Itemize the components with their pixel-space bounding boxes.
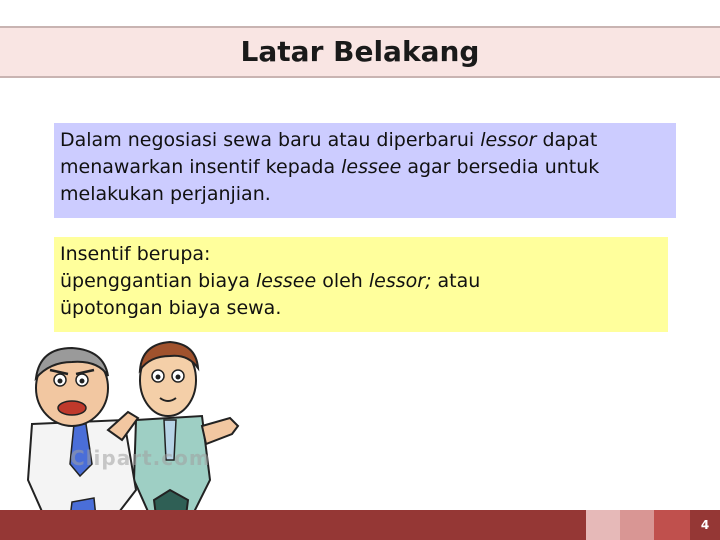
slide-title: Latar Belakang (240, 35, 480, 68)
bullet-item (60, 295, 662, 322)
clipart-watermark: Clipart.com (70, 446, 211, 470)
text-span: oleh (316, 270, 369, 292)
footer-square-mid (620, 510, 654, 540)
negotiation-clipart (24, 340, 264, 518)
text-span: menawarkan insentif kepada (60, 156, 342, 178)
footer-square-accent (654, 510, 690, 540)
italic-term: lessor; (368, 270, 432, 292)
text-span: atau (431, 270, 481, 292)
text-span: Dalam negosiasi sewa baru atau diperbarui (60, 129, 481, 151)
check-icon: ü (60, 270, 73, 292)
incentive-heading: Insentif berupa: (60, 243, 211, 265)
intro-line-3: melakukan perjanjian. (60, 183, 271, 205)
page-number: 4 (690, 510, 720, 540)
text-span: potongan biaya sewa. (72, 297, 282, 319)
italic-term: lessee (341, 156, 402, 178)
text-span: agar bersedia untuk (401, 156, 600, 178)
check-icon: ü (60, 297, 73, 319)
italic-term: lessor (480, 129, 537, 151)
intro-line-1 (60, 127, 670, 154)
footer-square-light (586, 510, 620, 540)
intro-text-box (54, 123, 676, 218)
bullet-item (60, 268, 662, 295)
incentive-text-box (54, 237, 668, 332)
text-span: penggantian biaya (72, 270, 257, 292)
text-span: dapat (536, 129, 598, 151)
intro-line-2 (60, 154, 670, 181)
top-strip (0, 0, 720, 26)
italic-term: lessee (256, 270, 317, 292)
